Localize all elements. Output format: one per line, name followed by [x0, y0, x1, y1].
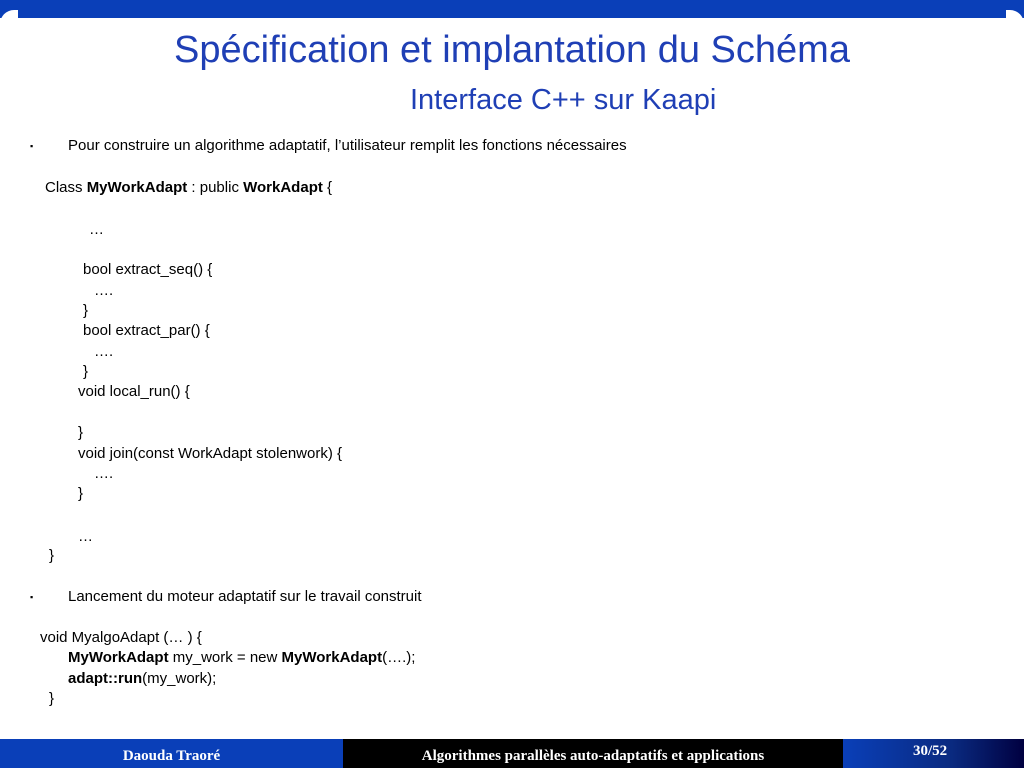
class-inheritance: : public [187, 179, 244, 196]
code-type: MyWorkAdapt [68, 649, 169, 666]
code-assignment: my_work = new [168, 649, 282, 666]
bullet-marker: ▪ [30, 141, 34, 151]
class-name: MyWorkAdapt [86, 179, 188, 196]
code-extract-par-close: } [83, 363, 89, 380]
code-args: (….); [382, 649, 416, 666]
code-extract-par: bool extract_par() { [83, 322, 210, 339]
code-local-run-close: } [78, 424, 84, 441]
slide-title: Spécification et implantation du Schéma [174, 29, 850, 71]
footer-course-title: Algorithmes parallèles auto-adaptatifs et applications [343, 739, 843, 768]
class-declaration [45, 178, 332, 198]
bullet-text-2: Lancement du moteur adaptatif sur le travail construit [68, 588, 422, 605]
class-keyword: Class [45, 179, 87, 196]
code-algo-line-1 [68, 648, 415, 668]
code-algo-close: } [49, 690, 55, 707]
code-extract-seq-body: …. [94, 282, 114, 299]
code-join-body: …. [94, 465, 114, 482]
class-open-brace: { [322, 179, 333, 196]
footer-page-number: 30/52 [843, 739, 1024, 768]
code-extract-seq-close: } [83, 302, 89, 319]
class-base: WorkAdapt [243, 179, 323, 196]
code-algo-line-2 [68, 669, 216, 689]
code-extract-seq: bool extract_seq() { [83, 261, 213, 278]
footer-bar [0, 739, 1024, 768]
code-ellipsis: … [89, 221, 104, 238]
slide-subtitle: Interface C++ sur Kaapi [410, 84, 717, 116]
footer-author: Daouda Traoré [0, 739, 343, 768]
top-banner [0, 0, 1024, 18]
code-class-close: } [49, 547, 55, 564]
code-call-args: (my_work); [142, 670, 217, 687]
code-local-run: void local_run() { [78, 383, 190, 400]
bullet-text-1: Pour construire un algorithme adaptatif, l’utilisateur remplit les fonctions nécessaires [68, 137, 627, 154]
code-algo-signature: void MyalgoAdapt (… ) { [40, 629, 202, 646]
code-ellipsis: … [78, 528, 93, 545]
code-constructor: MyWorkAdapt [281, 649, 383, 666]
code-join-close: } [78, 485, 84, 502]
code-join: void join(const WorkAdapt stolenwork) { [78, 445, 343, 462]
code-extract-par-body: …. [94, 343, 114, 360]
banner-corner-right [1006, 10, 1024, 28]
code-call: adapt::run [68, 670, 143, 687]
bullet-marker: ▪ [30, 592, 34, 602]
banner-corner-left [0, 10, 18, 28]
